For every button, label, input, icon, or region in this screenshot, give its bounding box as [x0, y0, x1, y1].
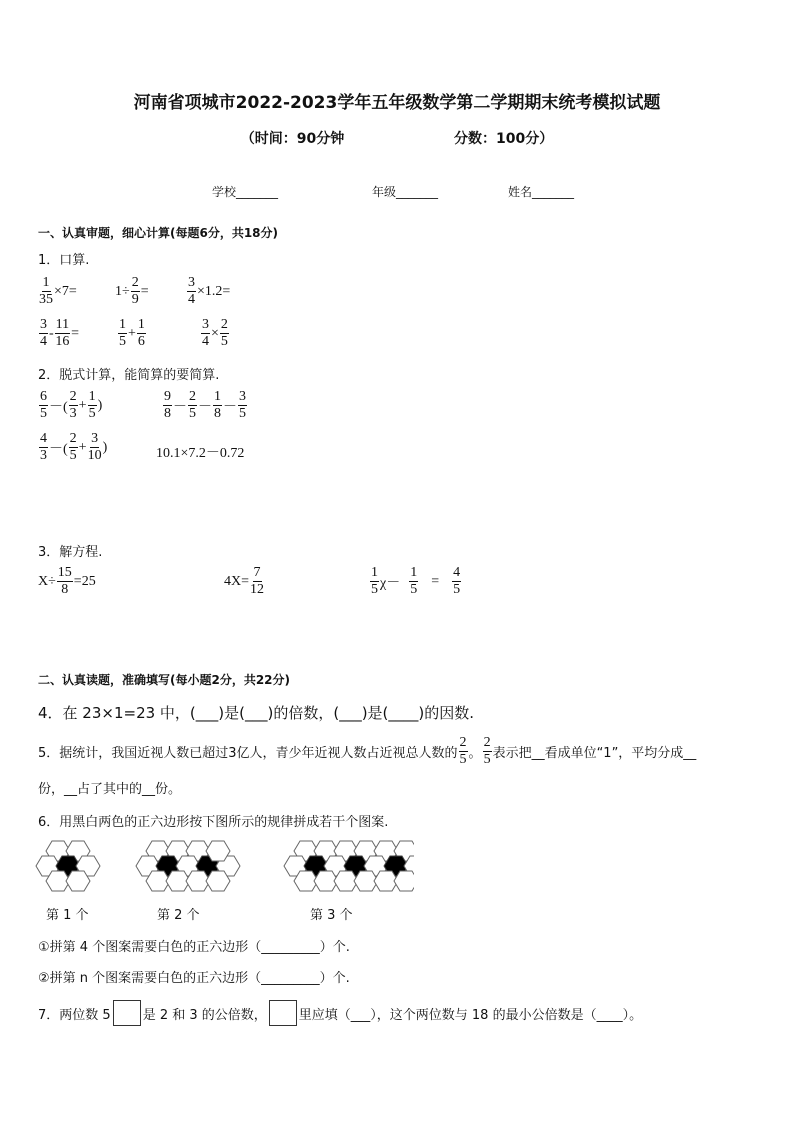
answer-box — [269, 1000, 297, 1026]
q1-expr-1: $\frac{1}{35}$ ×7= — [39, 275, 77, 307]
q6-sub-1: ①拼第 4 个图案需要白色的正六边形（_________）个. — [38, 940, 350, 955]
grade-field: 年级_______ — [372, 185, 439, 199]
q2-expr-4: 10.1×7.2－0.72 — [156, 446, 245, 461]
q2-expr-2: $\frac{9}{8}$ － $\frac{2}{5}$ － $\frac{1}{8}$ － $\frac{3}{5}$ — [164, 389, 246, 421]
exam-time: （时间：90分钟 — [240, 131, 345, 147]
q7-text: 7．两位数 5 是 2 和 3 的公倍数， 里应填（___），这个两位数与 18 的最小公倍数是（____）。 — [38, 1000, 642, 1026]
q1-expr-6: $\frac{3}{4}$ × $\frac{2}{5}$ — [202, 317, 228, 349]
hexagon-patterns — [34, 838, 414, 896]
pattern-2-caption: 第 2 个 — [157, 908, 200, 923]
q1-label: 1．口算. — [38, 253, 90, 268]
q4-text: 4．在 23×1=23 中，(___)是(___)的倍数，(___)是(____)的因数. — [38, 704, 475, 722]
q3-expr-1: X÷ $\frac{15}{8}$ =25 — [38, 565, 96, 597]
q1-expr-3: $\frac{3}{4}$ ×1.2= — [188, 275, 231, 307]
q6-label: 6．用黑白两色的正六边形按下图所示的规律拼成若干个图案. — [38, 815, 389, 830]
q5-line-1: 5．据统计，我国近视人数已超过3亿人，青少年近视人数占近视总人数的 $\frac{2}{5}$ 。 $\frac{2}{5}$ 表示把__看成单位“1”，平均分成__ — [38, 735, 697, 767]
q1-expr-2: 1÷ $\frac{2}{9}$ = — [115, 275, 149, 307]
hexagon-pattern-2 — [136, 841, 240, 891]
q5-line-2: 份，__占了其中的__份。 — [38, 782, 182, 797]
q2-expr-1: $\frac{6}{5}$ －( $\frac{2}{3}$ + $\frac{1}{5}$ ) — [40, 389, 103, 421]
name-field: 姓名_______ — [508, 185, 575, 199]
q3-expr-3: $\frac{1}{5}$ χ－ $\frac{1}{5}$ = $\frac{4}{5}$ — [371, 565, 461, 597]
pattern-1-caption: 第 1 个 — [46, 908, 89, 923]
exam-meta — [0, 128, 794, 148]
exam-score: 分数：100分） — [454, 131, 554, 147]
q1-expr-4: $\frac{3}{4}$ - $\frac{11}{16}$ = — [40, 317, 80, 349]
q3-label: 3．解方程. — [38, 545, 103, 560]
q2-expr-3: $\frac{4}{3}$ －( $\frac{2}{5}$ + $\frac{3}{10}$ ) — [40, 431, 108, 463]
q3-expr-2: 4X= $\frac{7}{12}$ — [224, 565, 265, 597]
page-title: 河南省项城市2022-2023学年五年级数学第二学期期末统考模拟试题 — [133, 93, 661, 113]
hexagon-pattern-3 — [284, 841, 414, 891]
q1-expr-5: $\frac{1}{5}$ + $\frac{1}{6}$ — [119, 317, 145, 349]
q6-sub-2: ②拼第 n 个图案需要白色的正六边形（_________）个. — [38, 971, 350, 986]
school-field: 学校_______ — [212, 185, 279, 199]
section-1-title: 一、认真审题，细心计算(每题6分，共18分) — [38, 226, 279, 240]
pattern-3-caption: 第 3 个 — [310, 908, 353, 923]
q2-label: 2．脱式计算，能简算的要简算. — [38, 368, 220, 383]
section-2-title: 二、认真读题，准确填写(每小题2分，共22分) — [38, 673, 291, 687]
hexagon-pattern-1 — [36, 841, 100, 891]
answer-box — [113, 1000, 141, 1026]
